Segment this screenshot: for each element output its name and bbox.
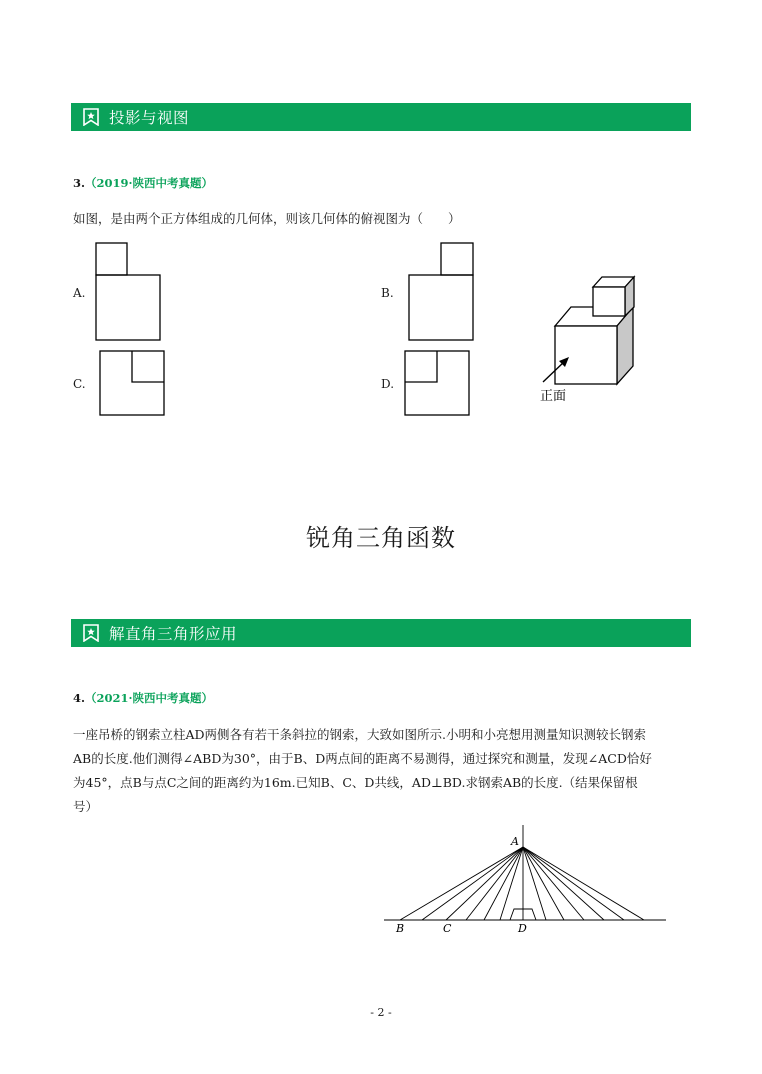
- question-line: 为45°，点B与点C之间的距离约为16m.已知B、C、D共线，AD⊥BD.求钢索AB的长度.（结果保留根: [73, 775, 638, 790]
- option-label-b: B.: [381, 286, 394, 300]
- question-source: （2019·陕西中考真题）: [85, 176, 214, 190]
- option-b-figure: [409, 243, 473, 340]
- page-number: - 2 -: [370, 1006, 392, 1019]
- option-label-d: D.: [381, 377, 395, 391]
- question-source: （2021·陕西中考真题）: [85, 691, 214, 705]
- bookmark-star-icon: [83, 624, 99, 642]
- section-banner: [71, 619, 691, 647]
- question-line: AB的长度.他们测得∠ABD为30°，由于B、D两点间的距离不易测得，通过探究和测量，发现∠ACD恰好: [73, 751, 652, 766]
- q3-figures: [0, 0, 762, 440]
- cube-solid-figure: [543, 277, 634, 384]
- option-label-a: A.: [73, 286, 86, 300]
- option-a-figure: [96, 243, 160, 340]
- point-label-d: D: [518, 922, 527, 935]
- chapter-title: 锐角三角函数: [306, 524, 456, 552]
- option-d-figure: [405, 351, 469, 415]
- question-text: [73, 723, 703, 819]
- question-number: 3.: [73, 176, 86, 190]
- option-label-c: C.: [73, 377, 86, 391]
- question-text: 如图，是由两个正方体组成的几何体，则该几何体的俯视图为（ ）: [73, 211, 461, 226]
- point-label-a: A: [511, 835, 519, 848]
- point-label-c: C: [443, 922, 452, 935]
- question-line: 一座吊桥的钢索立柱AD两侧各有若干条斜拉的钢索，大致如图所示.小明和小亮想用测量知识测较长钢索: [73, 727, 647, 742]
- point-label-b: B: [396, 922, 405, 935]
- bridge-figure: [380, 825, 680, 940]
- front-label: 正面: [540, 389, 567, 404]
- question-line: 号）: [73, 799, 99, 814]
- section-title: 解直角三角形应用: [109, 625, 238, 643]
- question-number: 4.: [73, 691, 86, 705]
- question-header: [73, 690, 213, 706]
- option-c-figure: [100, 351, 164, 415]
- section-title: 投影与视图: [109, 109, 190, 127]
